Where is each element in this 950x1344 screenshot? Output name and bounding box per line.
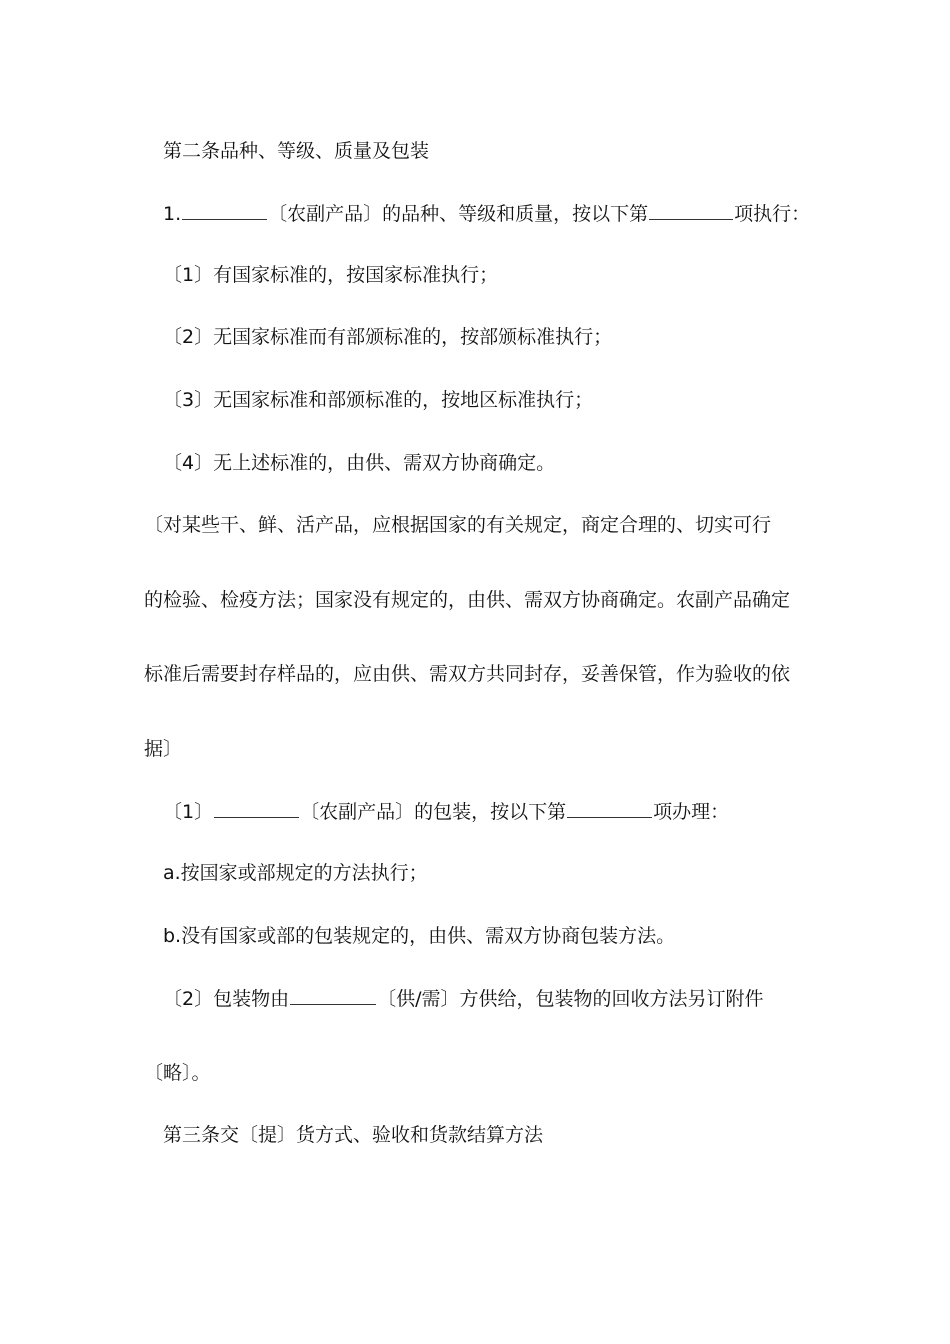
clause-1-number: 1. [163, 203, 182, 225]
standard-option-3: 〔3〕无国家标准和部颁标准的，按地区标准执行； [163, 389, 594, 411]
inspection-note-line-4: 据〕 [144, 738, 183, 760]
clause-1-text: 〔农副产品〕的品种、等级和质量，按以下第 [268, 203, 649, 225]
inspection-note-line-2: 的检验、检疫方法；国家没有规定的，由供、需双方协商确定。农副产品确定 [144, 589, 791, 611]
packaging-option-b: b.没有国家或部的包装规定的，由供、需双方协商包装方法。 [163, 925, 676, 947]
supplier-party-blank [290, 986, 376, 1005]
standard-option-1: 〔1〕有国家标准的，按国家标准执行； [163, 264, 499, 286]
standard-option-4: 〔4〕无上述标准的，由供、需双方协商确定。 [163, 452, 556, 474]
clause-1-suffix: 项执行： [734, 203, 811, 225]
packaging-clause-1 [163, 799, 729, 824]
packaging-option-blank [567, 799, 652, 818]
packaging-clause-2-line-2: 〔略〕。 [144, 1062, 211, 1084]
option-number-blank [649, 201, 733, 220]
clause-1 [163, 201, 810, 226]
packaging-clause-1-suffix: 项办理： [653, 801, 730, 823]
packaging-clause-2-prefix: 〔2〕包装物由 [163, 988, 290, 1010]
packaging-product-blank [214, 799, 299, 818]
packaging-clause-1-number: 〔1〕 [163, 801, 214, 823]
packaging-clause-2 [163, 986, 764, 1011]
article-3-heading: 第三条交〔提〕货方式、验收和货款结算方法 [163, 1124, 544, 1146]
inspection-note-line-1: 〔对某些干、鲜、活产品，应根据国家的有关规定，商定合理的、切实可行 [144, 514, 772, 536]
inspection-note-line-3: 标准后需要封存样品的，应由供、需双方共同封存，妥善保管，作为验收的依 [144, 663, 791, 685]
product-name-blank [182, 201, 267, 220]
standard-option-2: 〔2〕无国家标准而有部颁标准的，按部颁标准执行； [163, 326, 613, 348]
packaging-clause-1-text: 〔农副产品〕的包装，按以下第 [300, 801, 567, 823]
article-2-heading: 第二条品种、等级、质量及包装 [163, 140, 430, 162]
packaging-clause-2-text: 〔供/需〕方供给，包装物的回收方法另订附件 [377, 988, 764, 1010]
packaging-option-a: a.按国家或部规定的方法执行； [163, 862, 428, 884]
